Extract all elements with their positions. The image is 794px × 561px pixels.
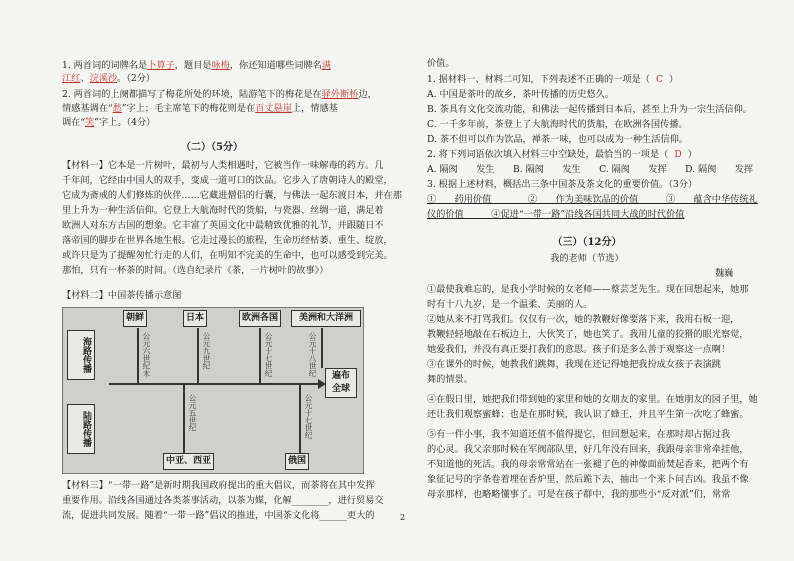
- q3-answer-line-1: ① 药用价值 ② 作为美味饮品的价值 ③ 蕴含中华传统礼: [427, 194, 758, 205]
- map-connector: [197, 328, 199, 383]
- q1-text-e: 。（2分）: [117, 73, 156, 84]
- map-connector: [183, 385, 185, 453]
- material-1-line: 落帝国的脚步在世界各地生根。它走过漫长的旅程，生命历经枯萎、重生、绽放，: [62, 235, 393, 246]
- q1-text-b: ，题目是: [174, 60, 212, 71]
- q2-stem: 2. 将下列词语依次填入材料三中空缺处，最恰当的一项是（: [427, 149, 669, 160]
- q1-option: D. 茶不但可以作为饮品，禅茶一味，也可以成为一种生活信仰。: [427, 134, 688, 145]
- essay-author: 魏巍: [715, 268, 734, 279]
- essay-line: 不知道他的死活。我的母亲常常站在一张褪了色的神像面前焚起香来，把两个有: [427, 459, 749, 470]
- map-korea: 朝鲜: [123, 310, 147, 327]
- question-1: [427, 74, 678, 86]
- q1-answer-2: 咏梅: [211, 60, 230, 71]
- material-3-line: 【材料三】“一带一路”是新时期我国政府提出的重大倡议，而茶将在其中发挥: [62, 480, 375, 491]
- map-arrow-icon: [318, 379, 326, 389]
- map-japan: 日本: [183, 310, 207, 327]
- essay-line: 教鞭轻轻地敲在石板边上，大伙笑了，她也笑了。我用儿童的狡猾的眼光察觉，: [427, 329, 749, 340]
- map-world: 遍布全球: [325, 368, 357, 398]
- q3-answer-line-2: 仪的价值 ④促进“一带一路”沿线各国共同大战的时代价值: [427, 209, 685, 220]
- map-date-label: 公元五世纪: [188, 394, 197, 432]
- question-2-line-3: [62, 117, 155, 129]
- map-connector: [137, 328, 139, 383]
- q1-answer-1: 卜算子: [147, 60, 175, 71]
- section-2-title: （二）（5分）: [181, 142, 243, 153]
- map-sea-route: 海路传播: [67, 330, 95, 380]
- essay-line: 的心灵。我父亲那时候在军阀部队里，好几年没有回来，我跟母亲非常牵挂他，: [427, 444, 749, 455]
- map-date-label: 公元六世纪末: [142, 332, 151, 377]
- q1-end: ）: [669, 74, 679, 85]
- q2-options: A. 隔阂 发生 B. 隔阂 发生 C. 隔阂 发挥 D. 隔阂 发挥: [427, 164, 754, 175]
- q1-answer-3: 满: [321, 60, 331, 71]
- map-america: 美洲和大洋洲: [291, 310, 361, 327]
- map-date-label: 公元十七世纪: [264, 332, 273, 377]
- map-central-asia: 中亚、西亚: [163, 453, 214, 470]
- essay-line: 象征记号的字条卷着埋在香炉里，然后跪下去，抽出一个来卜问吉凶。我虽不像: [427, 474, 749, 485]
- q1-answer-5: 浣溪沙: [89, 73, 118, 84]
- material-3-line: 流，促进共同发展。随着“一带一路”倡议的推进，中国茶文化将______更大的: [62, 510, 375, 521]
- q2-answer: D: [674, 149, 682, 160]
- question-1-line-2: [62, 73, 155, 85]
- essay-line: 还让我们观察蜜蜂；也是在那时候，我认识了蜂王，并且平生第一次吃了蜂蜜。: [427, 409, 749, 420]
- q2-text-g: ”字上。（4分）: [94, 117, 156, 128]
- essay-line: ④在假日里，她把我们带到她的家里和她的女朋友的家里。在她朋友的园子里，她: [427, 394, 758, 405]
- q2-text-a: 2. 两首词的上阕都描写了梅花所处的环境，陆游笔下的梅花是在: [62, 89, 322, 100]
- q2-answer-4: 笑: [85, 117, 95, 128]
- section-3-title: （三）（12分）: [552, 237, 622, 248]
- q1-answer-4: 江红: [62, 73, 81, 84]
- map-date-label: 公元十七世纪: [304, 394, 313, 439]
- q2-answer-1: 驿外断桥: [321, 89, 359, 100]
- continued-text: 价值。: [427, 58, 455, 69]
- q1-text-d: 、: [80, 73, 90, 84]
- material-1-line: 或许只是为了提醒匆忙行走的人们，在明知不完美的生命中，也可以感受到完美。: [62, 250, 393, 261]
- map-date-label: 公元十八世纪: [308, 332, 317, 377]
- q1-option: B. 茶具有文化交流功能，和佛法一起传播到日本后，甚至上升为一宗生活信仰。: [427, 104, 752, 115]
- map-europe: 欧洲各国: [239, 310, 281, 327]
- question-2-line-1: [62, 89, 377, 101]
- essay-line: 母亲那样，也略略懂事了。可是在孩子群中，我的那些小“反对派”们，常常: [427, 489, 731, 500]
- q2-text-f: 调在“: [62, 117, 86, 128]
- q2-text-b: 边，: [358, 89, 377, 100]
- q1-text-a: 1. 两首词的词牌名是: [62, 60, 148, 71]
- material-1-line: 它成为斋戒的人们修炼的伙伴……它藏进僧侣的行囊，与佛法一起东渡日本，并在那: [62, 190, 402, 201]
- map-connector: [259, 328, 261, 383]
- map-land-route: 陆路传播: [67, 404, 95, 454]
- question-3: 3. 根据上述材料，概括出三条中国茶及茶文化的重要价值。（3分）: [427, 179, 698, 190]
- essay-line: ⑤有一件小事，我不知道还值不值得提它，但回想起来，在那时却占据过我: [427, 429, 731, 440]
- map-connector: [299, 385, 301, 453]
- map-connector: [321, 328, 323, 368]
- material-1-line: 欧洲人对东方古国的想象。它丰富了英国文化中最精致优雅的礼节，并跟随日不: [62, 220, 384, 231]
- q1-option: A. 中国是茶叶的故乡，茶叶传播的历史悠久。: [427, 89, 615, 100]
- essay-line: 舞的情景。: [427, 374, 473, 385]
- material-1-line: 里上升为一种生活信仰。它登上大航海时代的货船，与瓷器、丝绸一道，满足着: [62, 205, 384, 216]
- q2-text-c: 情感基调在“: [62, 103, 113, 114]
- question-1-line-1: [62, 60, 331, 72]
- q2-answer-2: 愁: [112, 103, 122, 114]
- q1-stem: 1. 据材料一、材料二可知，下列表述不正确的一项是（: [427, 74, 650, 85]
- material-1-line: 那怕，只有一杯茶的时间。（选自纪录片《茶，一片树叶的故事》）: [62, 265, 329, 276]
- question-2: [427, 149, 697, 161]
- map-russia: 俄国: [285, 453, 309, 470]
- essay-line: ③在课外的时候，她教我们跳舞，我现在还记得她把我扮成女孩子表演跳: [427, 359, 721, 370]
- q2-answer-3: 百丈悬崖: [255, 103, 292, 114]
- question-2-line-2: [62, 103, 338, 115]
- material-1-line: 千年间，它经由中国人的双手，变成一道可口的饮品。它步入了唐朝诗人的殿堂，: [62, 175, 393, 186]
- essay-title: 我的老师（节选）: [550, 253, 624, 264]
- q2-text-e: 上，情感基: [291, 103, 338, 114]
- essay-line: ②她从来不打骂我们。仅仅有一次，她的教鞭好像要落下来，我用石板一迎，: [427, 314, 740, 325]
- right-page: [397, 0, 794, 561]
- q1-answer: C: [656, 74, 664, 85]
- map-time-axis: [109, 383, 319, 385]
- essay-line: 时有十八九岁，是一个温柔、美丽的人。: [427, 299, 593, 310]
- tea-spread-map: [62, 307, 364, 474]
- material-3-line: 重要作用。沿线各国通过各类茶事活动，以茶为媒，化解________，进行贸易交: [62, 495, 384, 506]
- q2-text-d: ”字上；毛主席笔下的梅花则是在: [121, 103, 256, 114]
- page-number: 2: [400, 513, 406, 522]
- material-2-label: 【材料二】中国茶传播示意图: [62, 290, 182, 301]
- essay-line: ①最使我难忘的，是我小学时候的女老师——蔡芸芝先生。现在回想起来，她那: [427, 284, 749, 295]
- q1-option: C. 一千多年前，茶登上了大航海时代的货船，在欧洲各国传播。: [427, 119, 688, 130]
- map-date-label: 公元九世纪: [202, 332, 211, 370]
- q1-text-c: ，你还知道哪些词牌名: [229, 60, 322, 71]
- q2-end: ）: [687, 149, 697, 160]
- essay-line: 她爱我们，并没有真正要打我们的意思。孩子们是多么善于观察这一点啊！: [427, 344, 731, 355]
- material-1-line: 【材料一】它本是一片树叶，最初与人类相遇时，它被当作一味解毒的药方。几: [62, 160, 384, 171]
